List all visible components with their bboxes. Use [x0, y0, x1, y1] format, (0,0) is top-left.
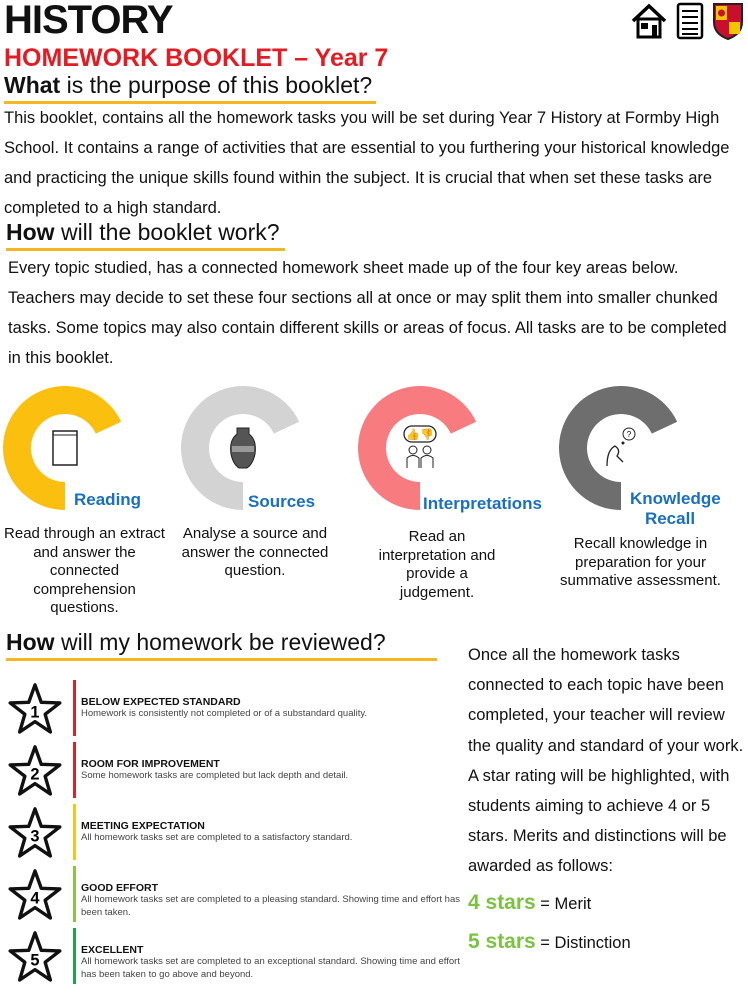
debate-icon	[404, 426, 436, 468]
rating-color-bar	[73, 866, 76, 922]
svg-text:?: ?	[626, 430, 632, 439]
award-distinction: 5 stars = Distinction	[468, 929, 631, 953]
rating-description: Homework is consistently not completed or of a substandard quality.	[81, 708, 368, 719]
vase-icon	[231, 428, 256, 468]
school-crest-icon	[712, 2, 744, 40]
star-icon	[6, 868, 64, 924]
how-text: Every topic studied, has a connected homework sheet made up of the four key areas below. Teachers may decide to set these four sections all at once or may split them into smaller chunked tasks. Some topics may also contain different skills or areas of focus. All tasks are to be completed in this booklet.	[8, 259, 727, 367]
area-label: Knowledge Recall	[630, 489, 721, 528]
rating-title: BELOW EXPECTED STANDARD	[81, 696, 241, 708]
header-icons	[630, 2, 744, 40]
checklist-icon	[676, 2, 704, 40]
area-description: Analyse a source and answer the connected question.	[181, 525, 329, 579]
rating-description: All homework tasks set are completed to a pleasing standard. Showing time and effort has been taken.	[81, 894, 460, 918]
rating-row	[6, 868, 460, 920]
star-icon	[6, 744, 64, 800]
area-label: Interpretations	[423, 494, 543, 513]
page-title: HISTORY	[4, 0, 173, 42]
rating-color-bar	[73, 680, 76, 736]
rating-row	[6, 682, 456, 734]
svg-text:👍👎: 👍👎	[406, 429, 434, 441]
rating-row	[6, 930, 460, 982]
review-explanation	[468, 640, 748, 958]
thinking-icon	[607, 428, 635, 466]
purpose-text: This booklet, contains all the homework tasks you will be set during Year 7 History at Formby High School. It contains a range of activities that are essential to you furthering your historical knowledge and practicing the unique skills found within the subject. It is crucial that when set these tasks are completed to a high standard.	[4, 109, 730, 217]
rating-color-bar	[73, 804, 76, 860]
how-heading: How will the booklet work?	[6, 219, 285, 251]
star-icon	[6, 682, 64, 738]
rating-row	[6, 744, 456, 796]
rating-title: GOOD EFFORT	[81, 882, 158, 894]
svg-text:4: 4	[30, 889, 40, 908]
area-description: Recall knowledge in preparation for your summative assessment.	[560, 535, 721, 589]
rating-description: All homework tasks set are completed to an exceptional standard. Showing time and effort has been taken to go above and beyond.	[81, 956, 460, 980]
purpose-heading: What is the purpose of this booklet?	[4, 72, 376, 104]
svg-text:5: 5	[30, 951, 40, 970]
rating-title: EXCELLENT	[81, 944, 144, 956]
review-text: Once all the homework tasks connected to each topic have been completed, your teacher will review the quality and standard of your work. A star rating will be highlighted, with students aiming to achieve 4 or 5 stars. Merits and distinctions will be awarded as follows:	[468, 646, 744, 876]
area-label: Reading	[74, 490, 142, 509]
rating-title: ROOM FOR IMPROVEMENT	[81, 758, 220, 770]
page-subtitle: HOMEWORK BOOKLET – Year 7	[4, 44, 389, 72]
svg-text:1: 1	[30, 703, 40, 722]
star-icon	[6, 806, 64, 862]
star-icon	[6, 930, 64, 986]
area-description: Read an interpretation and provide a judgement.	[378, 528, 496, 601]
svg-text:3: 3	[30, 827, 40, 846]
rating-title: MEETING EXPECTATION	[81, 820, 205, 832]
rating-color-bar	[73, 742, 76, 798]
area-description: Read through an extract and answer the connected comprehension questions.	[4, 525, 165, 616]
area-label: Sources	[248, 492, 316, 511]
rating-color-bar	[73, 928, 76, 984]
rating-description: Some homework tasks are completed but lack depth and detail.	[81, 770, 349, 781]
svg-text:2: 2	[30, 765, 40, 784]
book-icon	[53, 431, 77, 465]
home-icon	[630, 2, 668, 40]
rating-row	[6, 806, 456, 858]
award-merit: 4 stars = Merit	[468, 890, 592, 914]
review-heading: How will my homework be reviewed?	[6, 629, 437, 661]
rating-description: All homework tasks set are completed to a satisfactory standard.	[81, 832, 353, 843]
